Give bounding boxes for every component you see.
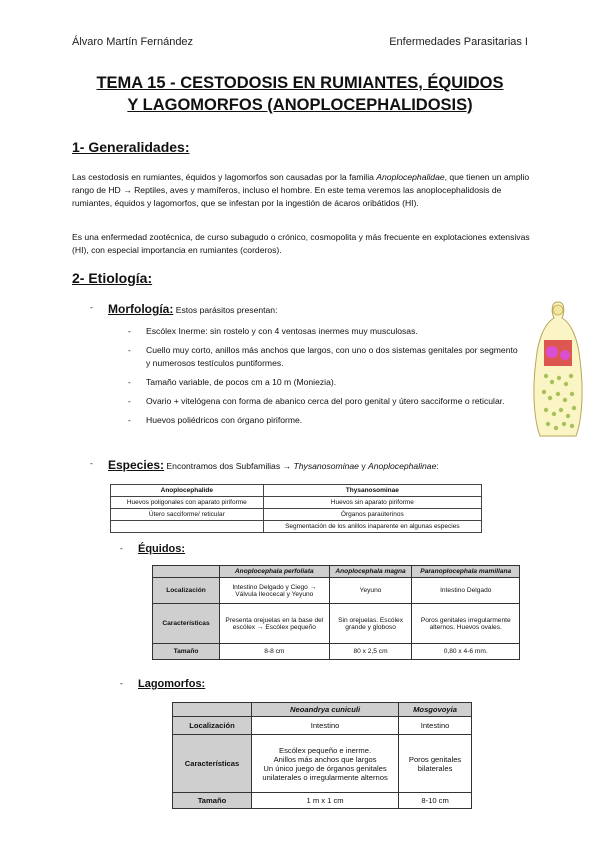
lagomorfos-heading: - Lagomorfos: <box>120 678 206 690</box>
table-row: Útero sacciforme/ reticular Órganos paraúterinos <box>111 509 482 521</box>
header-course: Enfermedades Parasitarias I <box>389 36 528 48</box>
table-row: Características Escólex pequeño e inerme. Anillos más anchos que largos Un único juego de órganos genitales unilaterales o irregularmente alternos Poros genitales bilaterales <box>173 735 472 793</box>
table-row: Tamaño 8-8 cm 80 x 2,5 cm 0,80 x 4-6 mm. <box>153 644 520 660</box>
paragraph-2: Es una enfermedad zootécnica, de curso subagudo o crónico, cosmopolita y más frecuente en explotaciones extensivas (HI), con especial importancia en rumiantes (corderos). <box>72 232 530 256</box>
table-header-row: Anoplocephala perfoliata Anoplocephala magna Paranoplocephala mamillana <box>153 566 520 578</box>
list-item: - Escólex Inerme: sin rostelo y con 4 ventosas inermes muy musculosas. <box>120 325 520 338</box>
table-row: Localización Intestino Intestino <box>173 717 472 735</box>
section-2-heading: 2- Etiología: <box>72 270 153 286</box>
table-header-row: Neoandrya cuniculi Mosgovoyia <box>173 703 472 717</box>
table-row: Huevos poligonales con aparato piriforme Huevos sin aparato piriforme <box>111 497 482 509</box>
list-item: - Cuello muy corto, anillos más anchos que largos, con uno o dos sistemas genitales por segmento y numerosos testículos puntiformes. <box>120 344 520 370</box>
list-item: - Tamaño variable, de pocos cm a 10 m (Moniezia). <box>120 376 520 389</box>
table-row: Tamaño 1 m x 1 cm 8-10 cm <box>173 793 472 809</box>
subfamily-table <box>110 484 482 533</box>
list-item: - Ovario + vitelógena con forma de abanico cerca del poro genital y útero sacciforme o reticular. <box>120 395 520 408</box>
table-row: Segmentación de los anillos inaparente en algunas especies <box>111 521 482 533</box>
table-header-row: Anoplocephalide Thysanosominae <box>111 485 482 497</box>
section-1-heading: 1- Generalidades: <box>72 139 190 155</box>
header-author: Álvaro Martín Fernández <box>72 36 194 48</box>
list-item: - Huevos poliédricos con órgano piriforme. <box>120 414 520 427</box>
page-title: TEMA 15 - CESTODOSIS EN RUMIANTES, ÉQUIDOS Y LAGOMORFOS (ANOPLOCEPHALIDOSIS) <box>96 74 504 114</box>
paragraph-1: Las cestodosis en rumiantes, équidos y lagomorfos son causadas por la familia Anoplocephalidae, que tienen un amplio rango de HD → Reptiles, aves y mamíferos, incluso el hombre. En este tema veremos las anoplocephalidosis de rumiantes, équidos y lagomorfos, que se infestan por la ingestión de ácaros oribátidos (HI). <box>72 172 530 209</box>
equidos-table <box>152 565 520 660</box>
table-row: Características Presenta orejuelas en la base del escólex → Escólex pequeño Sin orejuelas. Escólex grande y globoso Poros genitales irregularmente alternos. Huevos ovales. <box>153 604 520 644</box>
species-line: - Especies: Encontramos dos Subfamilias → Thysanosominae y Anoplocephalinae: <box>90 458 439 472</box>
equidos-heading: - Équidos: <box>120 543 186 555</box>
morphology-list <box>120 325 520 433</box>
morphology-line: - Morfología: Estos parásitos presentan: <box>90 302 278 316</box>
lagomorfos-table <box>172 702 472 809</box>
cestode-illustration <box>528 300 588 440</box>
table-row: Localización Intestino Delgado y Ciego → Válvula Ileocecal y Yeyuno Yeyuno Intestino Delgado <box>153 578 520 604</box>
